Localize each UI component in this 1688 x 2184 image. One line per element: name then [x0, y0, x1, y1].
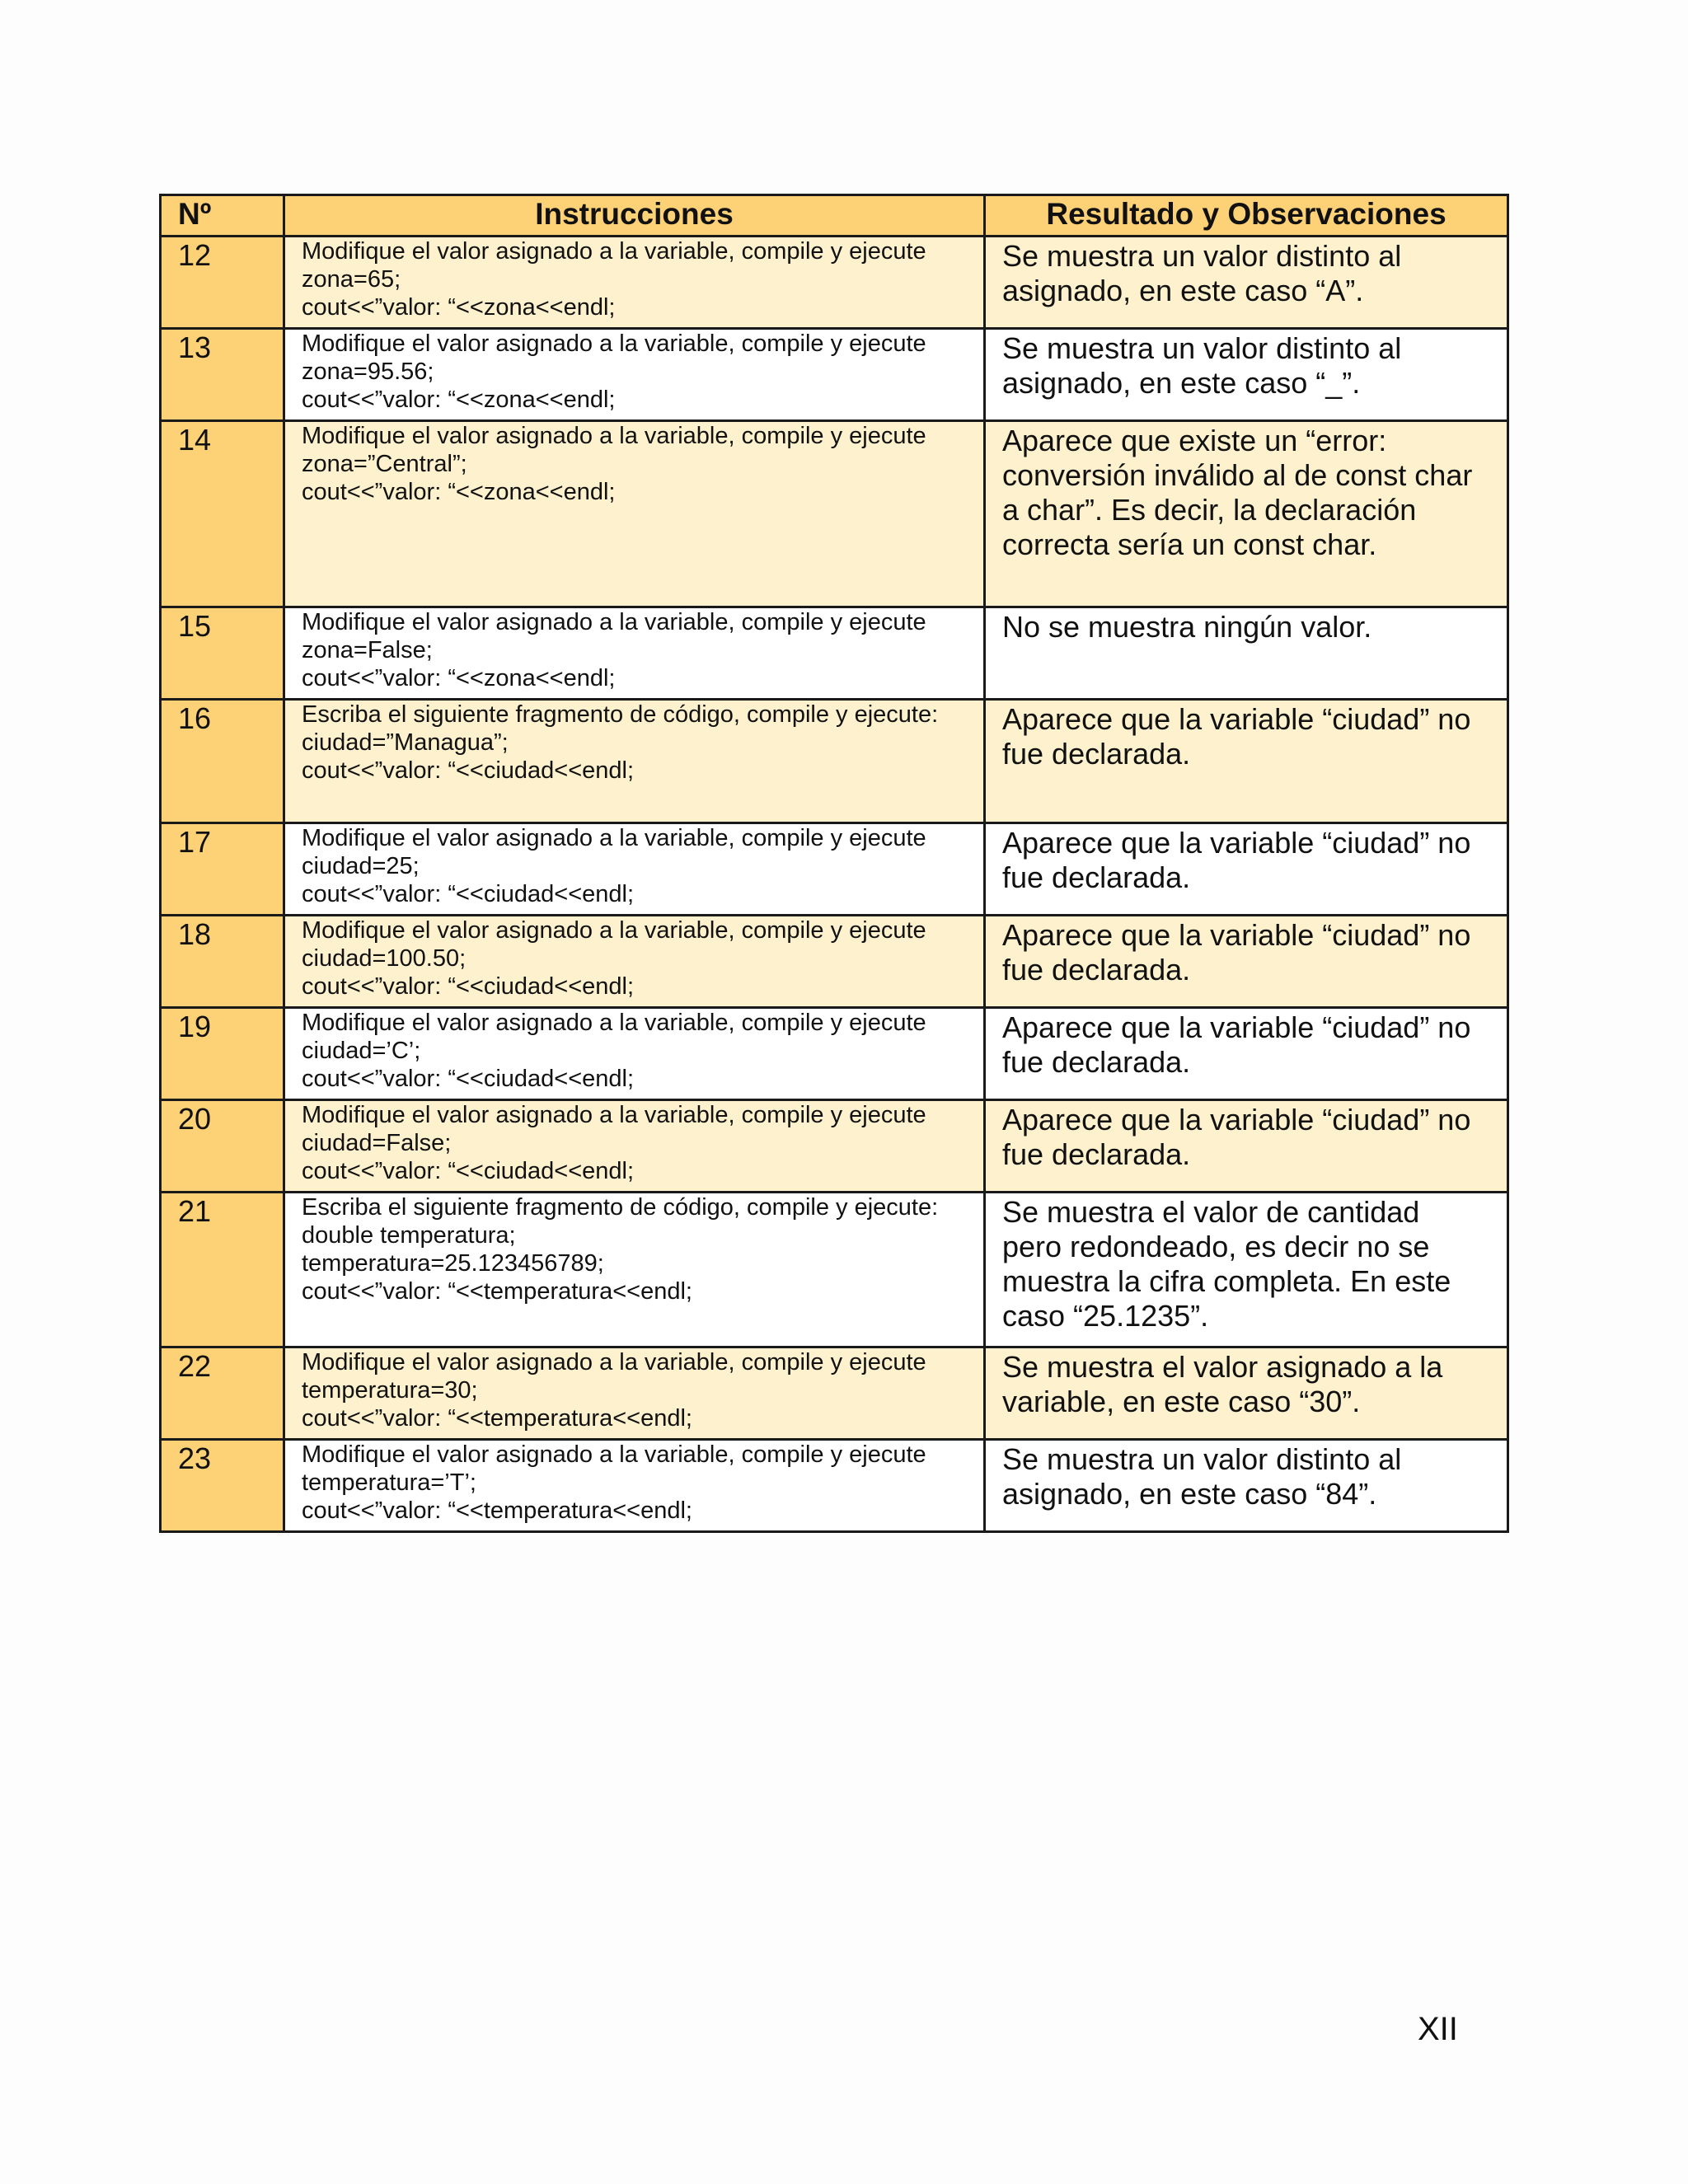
table-row — [161, 1440, 1508, 1532]
results-table — [159, 194, 1509, 1533]
result-line: Aparece que existe un “error: — [1002, 424, 1387, 457]
row-number: 18 — [161, 916, 284, 1008]
result-line: fue declarada. — [1002, 860, 1191, 894]
instructions-cell — [284, 237, 985, 329]
instruction-line: Modifique el valor asignado a la variable, compile y ejecute — [302, 1441, 926, 1468]
table-row — [161, 1008, 1508, 1100]
result-line: asignado, en este caso “A”. — [1002, 274, 1364, 307]
table-row — [161, 237, 1508, 329]
instruction-line: ciudad=’C’; — [302, 1038, 421, 1064]
instruction-line: cout<<”valor: “<<zona<<endl; — [302, 479, 616, 505]
table-row — [161, 823, 1508, 916]
instructions-cell — [284, 421, 985, 607]
instructions-cell — [284, 607, 985, 700]
result-cell — [985, 1193, 1508, 1347]
table-row — [161, 329, 1508, 421]
instructions-cell — [284, 1440, 985, 1532]
table-row — [161, 1347, 1508, 1440]
table-row — [161, 1100, 1508, 1193]
row-number: 22 — [161, 1347, 284, 1440]
instruction-line: zona=”Central”; — [302, 451, 467, 477]
instruction-line: temperatura=25.123456789; — [302, 1250, 604, 1277]
result-line: Se muestra un valor distinto al — [1002, 1442, 1402, 1476]
table-header-row — [161, 195, 1508, 237]
instructions-cell — [284, 329, 985, 421]
instructions-cell — [284, 1347, 985, 1440]
instruction-line: cout<<”valor: “<<ciudad<<endl; — [302, 1066, 635, 1092]
instruction-line: cout<<”valor: “<<ciudad<<endl; — [302, 973, 635, 1000]
result-line: Aparece que la variable “ciudad” no — [1002, 918, 1471, 952]
row-number: 17 — [161, 823, 284, 916]
result-line: muestra la cifra completa. En este — [1002, 1264, 1451, 1298]
instruction-line: cout<<”valor: “<<ciudad<<endl; — [302, 757, 635, 784]
instruction-line: cout<<”valor: “<<ciudad<<endl; — [302, 881, 635, 907]
result-cell — [985, 1100, 1508, 1193]
instruction-line: Modifique el valor asignado a la variable, compile y ejecute — [302, 917, 926, 944]
result-line: Se muestra el valor de cantidad — [1002, 1195, 1420, 1229]
instruction-line: temperatura=’T’; — [302, 1469, 476, 1496]
result-line: Se muestra un valor distinto al — [1002, 239, 1402, 273]
instruction-line: Modifique el valor asignado a la variable, compile y ejecute — [302, 825, 926, 851]
instruction-line: cout<<”valor: “<<temperatura<<endl; — [302, 1278, 692, 1305]
instruction-line: Modifique el valor asignado a la variable, compile y ejecute — [302, 1102, 926, 1128]
header-number: Nº — [161, 195, 284, 237]
instruction-line: Modifique el valor asignado a la variable, compile y ejecute — [302, 1349, 926, 1376]
result-line: Aparece que la variable “ciudad” no — [1002, 826, 1471, 860]
instruction-line: Modifique el valor asignado a la variable, compile y ejecute — [302, 609, 926, 635]
instruction-line: zona=65; — [302, 266, 401, 293]
instruction-line: ciudad=False; — [302, 1130, 452, 1156]
instruction-line: Modifique el valor asignado a la variable, compile y ejecute — [302, 1010, 926, 1036]
instruction-line: ciudad=25; — [302, 853, 420, 879]
row-number: 20 — [161, 1100, 284, 1193]
instruction-line: double temperatura; — [302, 1222, 516, 1249]
instructions-cell — [284, 700, 985, 823]
result-line: fue declarada. — [1002, 953, 1191, 987]
result-cell — [985, 1008, 1508, 1100]
result-line: fue declarada. — [1002, 737, 1191, 771]
header-instructions: Instrucciones — [284, 195, 985, 237]
page-number: XII — [1418, 2011, 1458, 2047]
instruction-line: Escriba el siguiente fragmento de código, compile y ejecute: — [302, 1194, 939, 1221]
header-result: Resultado y Observaciones — [985, 195, 1508, 237]
instruction-line: cout<<”valor: “<<zona<<endl; — [302, 387, 616, 413]
instruction-line: cout<<”valor: “<<temperatura<<endl; — [302, 1497, 692, 1524]
result-line: fue declarada. — [1002, 1045, 1191, 1079]
result-line: Aparece que la variable “ciudad” no — [1002, 702, 1471, 736]
row-number: 14 — [161, 421, 284, 607]
instruction-line: temperatura=30; — [302, 1377, 478, 1404]
table-row — [161, 1193, 1508, 1347]
results-table-container — [159, 194, 1507, 1533]
result-line: No se muestra ningún valor. — [1002, 610, 1372, 644]
instruction-line: Escriba el siguiente fragmento de código, compile y ejecute: — [302, 701, 939, 728]
row-number: 15 — [161, 607, 284, 700]
instruction-line: zona=95.56; — [302, 359, 434, 385]
table-row — [161, 916, 1508, 1008]
row-number: 16 — [161, 700, 284, 823]
result-line: asignado, en este caso “_”. — [1002, 366, 1361, 400]
instruction-line: cout<<”valor: “<<zona<<endl; — [302, 294, 616, 321]
result-cell — [985, 329, 1508, 421]
result-cell — [985, 916, 1508, 1008]
result-line: variable, en este caso “30”. — [1002, 1385, 1361, 1418]
instruction-line: Modifique el valor asignado a la variable, compile y ejecute — [302, 423, 926, 449]
instructions-cell — [284, 1008, 985, 1100]
instruction-line: Modifique el valor asignado a la variable, compile y ejecute — [302, 330, 926, 357]
result-line: conversión inválido al de const char — [1002, 458, 1473, 492]
result-cell — [985, 237, 1508, 329]
instructions-cell — [284, 1193, 985, 1347]
instructions-cell — [284, 823, 985, 916]
instruction-line: cout<<”valor: “<<zona<<endl; — [302, 665, 616, 691]
result-line: pero redondeado, es decir no se — [1002, 1230, 1430, 1263]
result-line: Aparece que la variable “ciudad” no — [1002, 1103, 1471, 1137]
result-line: fue declarada. — [1002, 1137, 1191, 1171]
result-line: a char”. Es decir, la declaración — [1002, 493, 1417, 527]
row-number: 12 — [161, 237, 284, 329]
result-line: Aparece que la variable “ciudad” no — [1002, 1010, 1471, 1044]
result-line: Se muestra un valor distinto al — [1002, 331, 1402, 365]
result-line: correcta sería un const char. — [1002, 527, 1377, 561]
table-body — [161, 237, 1508, 1532]
instruction-line: zona=False; — [302, 637, 433, 663]
result-line: asignado, en este caso “84”. — [1002, 1477, 1377, 1511]
result-line: Se muestra el valor asignado a la — [1002, 1350, 1443, 1384]
result-cell — [985, 1440, 1508, 1532]
row-number: 21 — [161, 1193, 284, 1347]
instruction-line: ciudad=”Managua”; — [302, 729, 509, 756]
row-number: 19 — [161, 1008, 284, 1100]
table-row — [161, 700, 1508, 823]
table-row — [161, 607, 1508, 700]
instructions-cell — [284, 916, 985, 1008]
instruction-line: Modifique el valor asignado a la variable, compile y ejecute — [302, 238, 926, 265]
row-number: 23 — [161, 1440, 284, 1532]
instruction-line: ciudad=100.50; — [302, 945, 467, 972]
instruction-line: cout<<”valor: “<<ciudad<<endl; — [302, 1158, 635, 1184]
result-cell — [985, 823, 1508, 916]
instructions-cell — [284, 1100, 985, 1193]
result-line: caso “25.1235”. — [1002, 1299, 1209, 1333]
result-cell — [985, 1347, 1508, 1440]
table-row — [161, 421, 1508, 607]
result-cell — [985, 607, 1508, 700]
result-cell — [985, 700, 1508, 823]
row-number: 13 — [161, 329, 284, 421]
result-cell — [985, 421, 1508, 607]
instruction-line: cout<<”valor: “<<temperatura<<endl; — [302, 1405, 692, 1432]
